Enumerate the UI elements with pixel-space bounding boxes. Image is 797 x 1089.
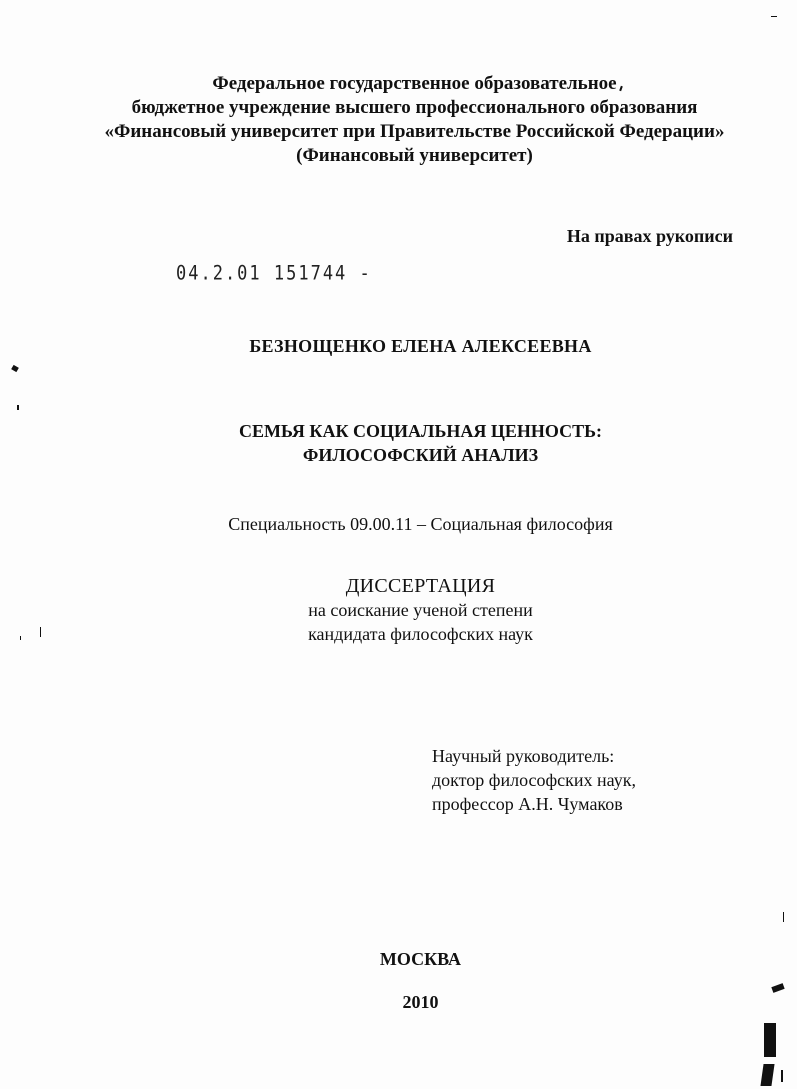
scan-artifact bbox=[40, 627, 41, 637]
dissertation-heading: ДИССЕРТАЦИЯ bbox=[345, 575, 496, 597]
institution-line-1: Федеральное государственное образовательное bbox=[212, 73, 617, 94]
supervisor-degree: доктор философских наук, bbox=[432, 770, 636, 790]
manuscript-rights-note: На правах рукописи bbox=[566, 226, 733, 246]
institution-line-4: (Финансовый университет) bbox=[296, 145, 533, 166]
title-line-2: ФИЛОСОФСКИЙ АНАЛИЗ bbox=[302, 445, 539, 465]
specialty: Специальность 09.00.11 – Социальная философия bbox=[228, 514, 613, 534]
degree-line-2: кандидата философских наук bbox=[308, 624, 533, 644]
supervisor-name: профессор А.Н. Чумаков bbox=[432, 794, 623, 814]
year: 2010 bbox=[402, 992, 439, 1012]
dissertation-title bbox=[22, 419, 797, 467]
supervisor-block bbox=[432, 744, 636, 816]
scan-artifact bbox=[760, 1064, 774, 1086]
scan-artifact bbox=[20, 636, 21, 640]
archive-stamp: 04.2.01 151744 - bbox=[176, 262, 372, 285]
scan-artifact bbox=[771, 16, 777, 17]
institution-line-2: бюджетное учреждение высшего профессионального образования bbox=[131, 97, 698, 118]
scan-artifact bbox=[17, 405, 19, 410]
supervisor-label: Научный руководитель: bbox=[432, 746, 615, 766]
scan-artifact bbox=[783, 912, 784, 922]
dissertation-block bbox=[22, 574, 797, 646]
city: МОСКВА bbox=[379, 949, 462, 969]
title-line-1: СЕМЬЯ КАК СОЦИАЛЬНАЯ ЦЕННОСТЬ: bbox=[239, 421, 602, 441]
institution-line-3: «Финансовый университет при Правительстве Российской Федерации» bbox=[104, 121, 725, 142]
scan-artifact bbox=[764, 1023, 776, 1057]
degree-line-1: на соискание ученой степени bbox=[308, 600, 533, 620]
scan-artifact bbox=[781, 1070, 783, 1082]
scan-artifact bbox=[11, 365, 19, 372]
institution-header bbox=[16, 72, 797, 168]
author-name: БЕЗНОЩЕНКО ЕЛЕНА АЛЕКСЕЕВНА bbox=[249, 336, 592, 356]
